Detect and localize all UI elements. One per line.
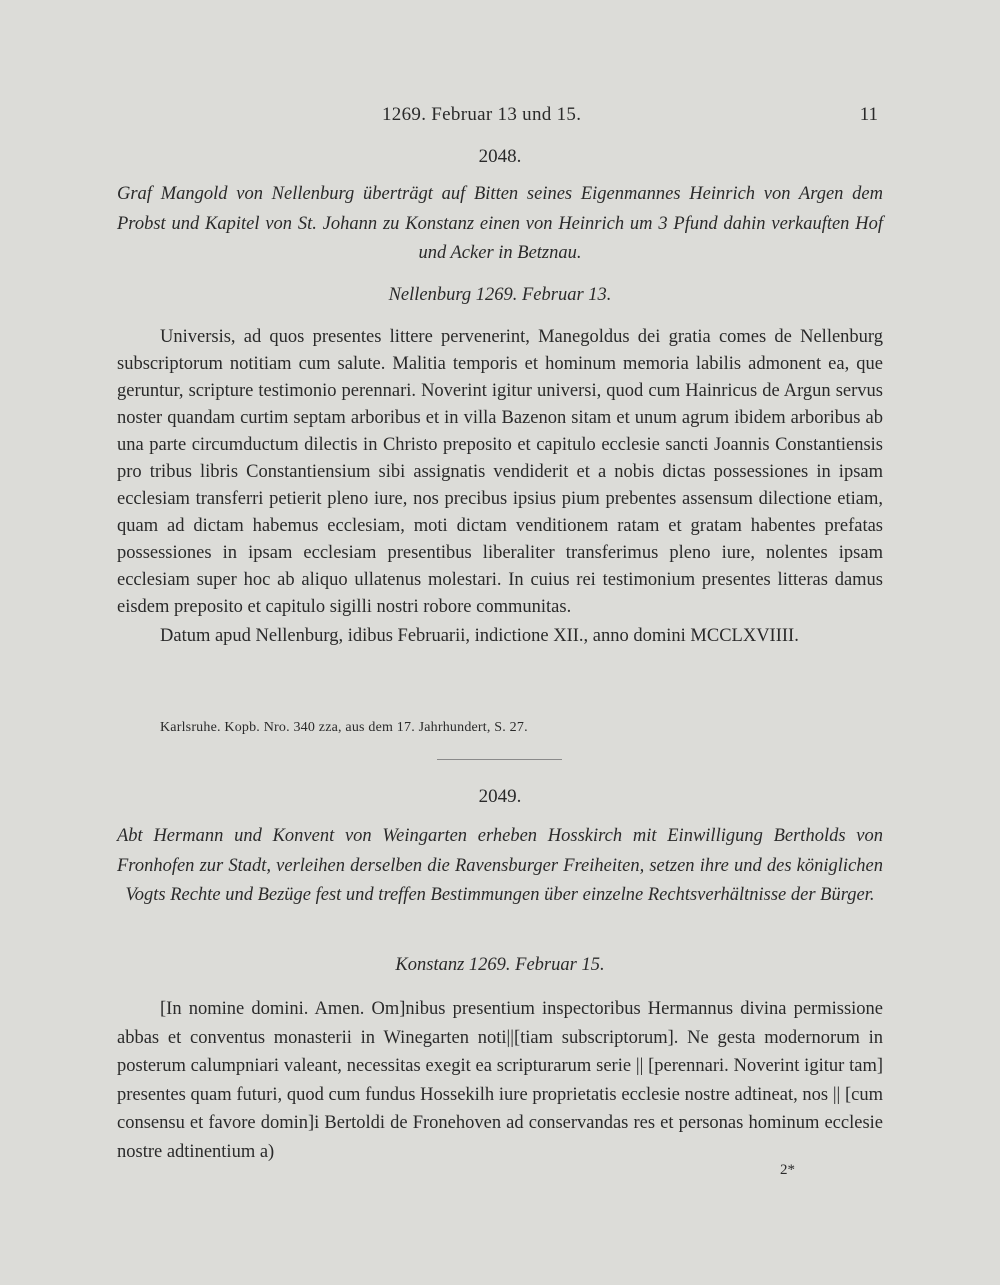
place-date-2049: Konstanz 1269. Februar 15. bbox=[395, 955, 605, 975]
charter-text-2049 bbox=[117, 995, 883, 1166]
charter-paragraph: [In nomine domini. Amen. Om]nibus presentium inspectoribus Hermannus divina permissione abbas et conventus monasterii in Winegarten noti||[tiam subscriptorum]. Ne gesta modernorum in posterum calumpniari valeant, necessitas exegit ea scripturarum serie || [perennari. Noverint igitur tam] presentes quam futuri, quod cum fundus Hossekilh iure proprietatis ecclesie nostre adtineat, nos || [cum consensu et favore domin]i Bertoldi de Fronehoven ad conservandas res et personas hominum ecclesie nostre adtinentium a) bbox=[117, 999, 883, 1162]
regest-2048: Graf Mangold von Nellenburg überträgt auf Bitten seines Eigenmannes Heinrich von Argen dem Probst und Kapitel von St. Johann zu Konstanz einen von Heinrich um 3 Pfund dahin verkauften Hof und Acker in Betznau. bbox=[117, 184, 883, 263]
section-divider bbox=[437, 759, 562, 760]
charter-paragraph: Universis, ad quos presentes littere pervenerint, Manegoldus dei gratia comes de Nellenburg subscriptorum notitiam cum salute. Malitia temporis et hominum memoria labilis admonent ea, que geruntur, scripture testimonio perennari. Noverint igitur universi, quod cum Hainricus de Argun servus noster quandam curtim septam arboribus et in villa Bazenon sitam et unum agrum ibidem arboribus ab una parte circumductum dilectis in Christo preposito et capitulo ecclesie sancti Joannis Constantiensis pro tribus libris Constantiensium sibi assignatis vendiderit et a nobis dictas possessiones in ipsam ecclesiam transferri petierit pleno iure, nos precibus ipsius pium prebentes assensum dilectione etiam, quam ad dictam habemus ecclesiam, moti dictam venditionem ratam et gratam habentes prefatas possessiones in ipsam ecclesiam presentibus liberaliter transferimus pleno iure, nolentes ipsam ecclesiam super hoc ab aliquo ullatenus molestari. In cuius rei testimonium presentes litteras damus eisdem preposito et capitulo sigilli nostri robore communitas. bbox=[117, 327, 883, 617]
source-note-2048: Karlsruhe. Kopb. Nro. 340 zza, aus dem 17. Jahrhundert, S. 27. bbox=[160, 720, 528, 735]
place-date-2048: Nellenburg 1269. Februar 13. bbox=[388, 285, 612, 305]
signature-mark: 2* bbox=[780, 1162, 795, 1178]
header-date: 1269. Februar 13 und 15. bbox=[382, 104, 582, 125]
charter-text-2048 bbox=[117, 324, 883, 650]
datum-line: Datum apud Nellenburg, idibus Februarii, indictione XII., anno domini MCCLXVIIII. bbox=[160, 626, 799, 646]
running-header bbox=[0, 104, 1000, 130]
document-number-2049: 2049. bbox=[478, 786, 522, 807]
page-number: 11 bbox=[859, 104, 878, 125]
document-number-2048: 2048. bbox=[478, 146, 522, 167]
regest-2049: Abt Hermann und Konvent von Weingarten erheben Hosskirch mit Einwilligung Bertholds von Fronhofen zur Stadt, verleihen derselben die Ravensburger Freiheiten, setzen ihre und des königlichen Vogts Rechte und Bezüge fest und treffen Bestimmungen über einzelne Rechtsverhältnisse der Bürger. bbox=[117, 826, 883, 905]
